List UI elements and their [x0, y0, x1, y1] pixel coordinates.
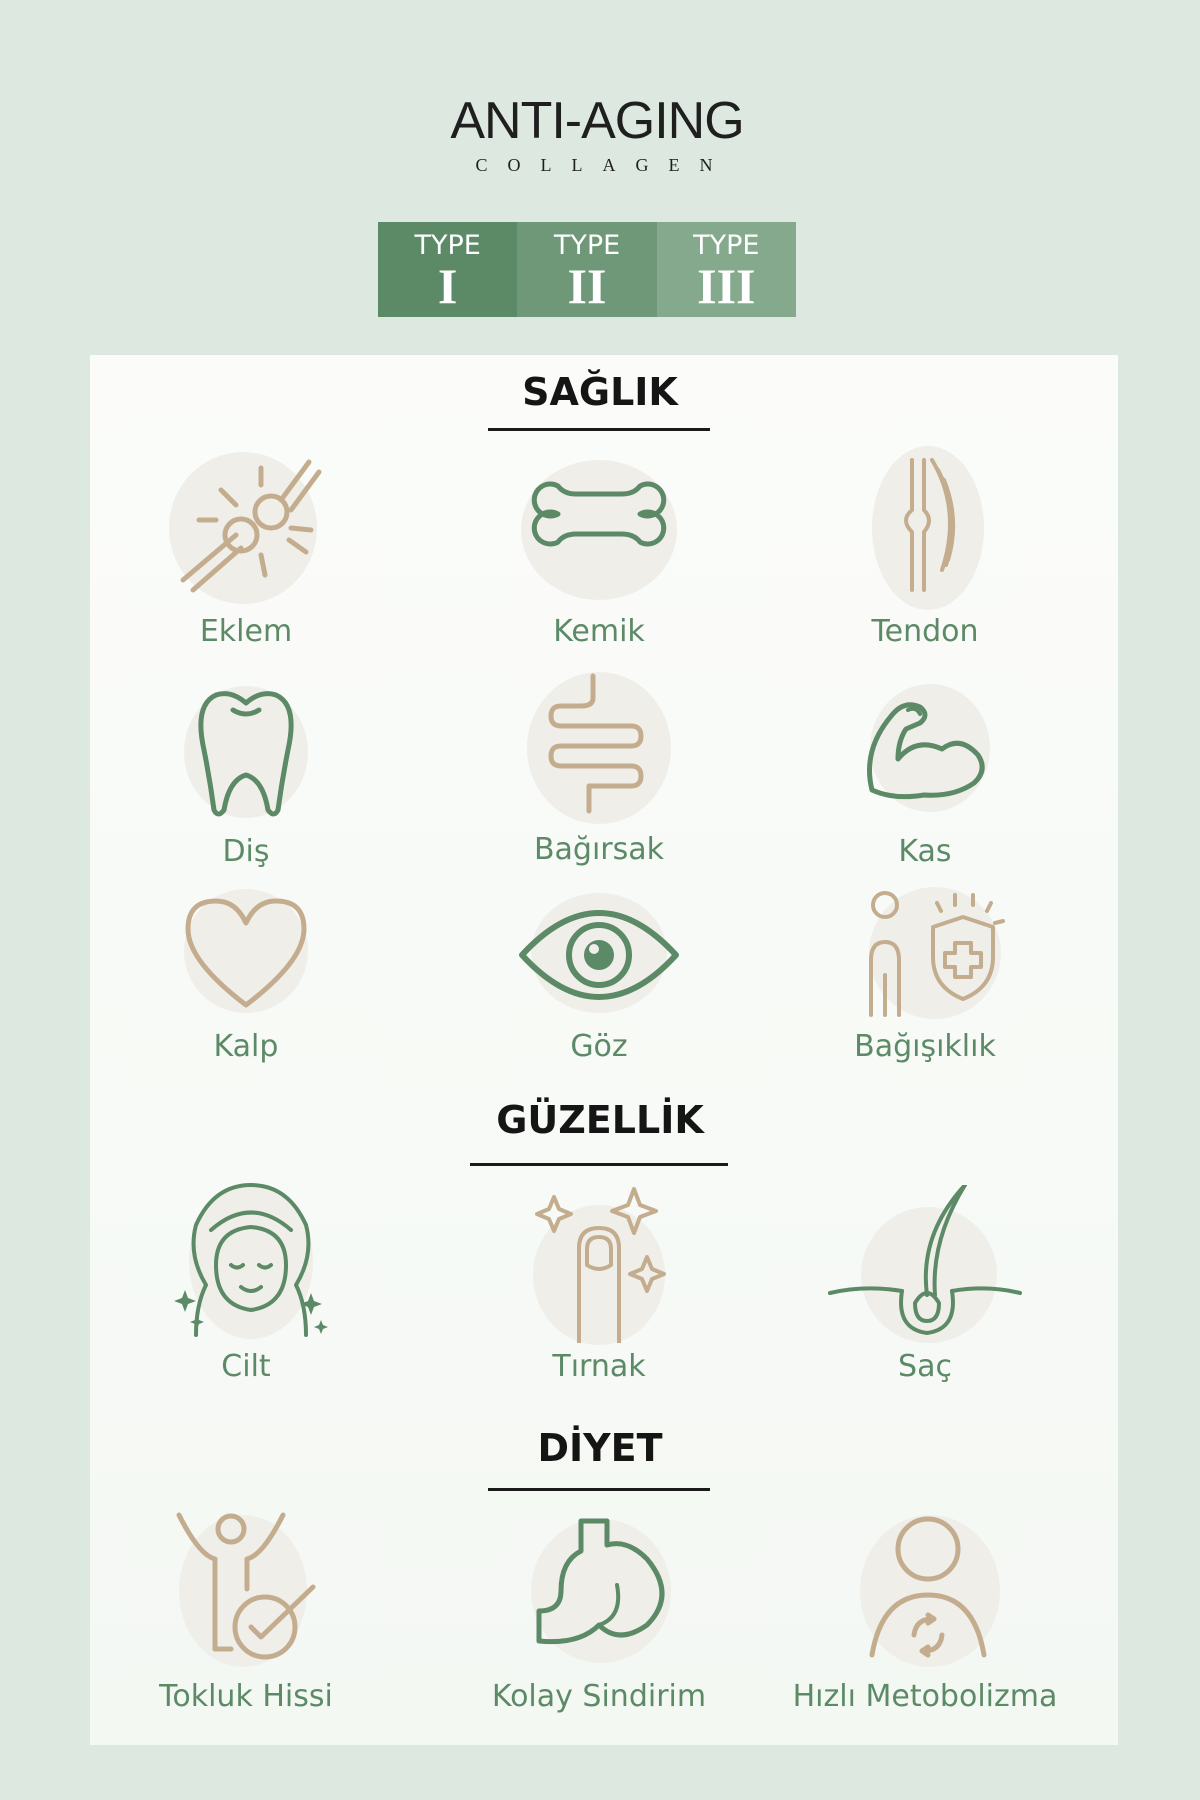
type-3-badge [657, 222, 796, 317]
benefit-kalp [96, 885, 396, 1064]
benefit-label: Tırnak [552, 1349, 646, 1384]
heart-icon [171, 885, 321, 1025]
benefit-label: Bağırsak [533, 832, 665, 867]
person-check-icon [161, 1505, 331, 1675]
benefit-bagirsak [449, 668, 749, 867]
benefit-bagisiklik [775, 885, 1075, 1064]
benefit-label: Cilt [221, 1349, 271, 1384]
benefit-label: Kolay Sindirim [491, 1679, 707, 1714]
section-underline [470, 1163, 728, 1166]
tooth-icon [171, 680, 321, 830]
benefit-tirnak [449, 1185, 749, 1384]
section-title-health: SAĞLIK [522, 370, 678, 414]
benefit-label: Tendon [871, 614, 979, 649]
bone-icon [514, 440, 684, 610]
benefit-kolay-sindirim [449, 1515, 749, 1714]
benefit-cilt [96, 1175, 396, 1384]
immunity-shield-icon [845, 885, 1005, 1025]
section-title-diet: DİYET [537, 1426, 663, 1470]
muscle-arm-icon [850, 680, 1000, 830]
section-underline [488, 428, 710, 431]
benefit-label: Eklem [199, 614, 293, 649]
section-title-beauty: GÜZELLİK [496, 1098, 704, 1142]
type-label: TYPE [553, 230, 621, 261]
person-cycle-icon [840, 1505, 1010, 1675]
benefit-label: Saç [898, 1349, 952, 1384]
benefit-label: Kas [898, 834, 952, 869]
brand-title: ANTI-AGING [450, 92, 744, 150]
type-label: TYPE [693, 230, 760, 261]
brand-header [0, 92, 1200, 176]
benefit-label: Diş [222, 834, 270, 869]
type-label: TYPE [414, 230, 481, 261]
benefit-kemik [449, 440, 749, 649]
benefit-dis [96, 680, 396, 869]
benefit-tendon [775, 440, 1075, 649]
benefit-label: Kemik [553, 614, 645, 649]
benefit-kas [775, 680, 1075, 869]
benefit-label: Hızlı Metobolizma [792, 1679, 1058, 1714]
type-numeral: III [697, 258, 756, 314]
benefit-label: Bağışıklık [854, 1029, 996, 1064]
intestine-icon [519, 668, 679, 828]
type-2-badge [517, 222, 656, 317]
type-numeral: II [567, 258, 607, 314]
hair-follicle-icon [825, 1185, 1025, 1345]
joint-icon [161, 440, 331, 610]
face-skin-icon [161, 1175, 331, 1345]
benefit-eklem [96, 440, 396, 649]
benefit-label: Göz [570, 1029, 628, 1064]
section-underline [488, 1488, 710, 1491]
type-1-badge [378, 222, 517, 317]
collagen-types [378, 222, 796, 317]
tendon-icon [840, 440, 1010, 610]
eye-icon [514, 885, 684, 1025]
benefit-label: Kalp [213, 1029, 279, 1064]
benefit-goz [449, 885, 749, 1064]
brand-subtitle: COLLAGEN [475, 155, 733, 175]
stomach-icon [519, 1515, 679, 1675]
benefit-sac [775, 1185, 1075, 1384]
benefit-label: Tokluk Hissi [159, 1679, 333, 1714]
benefit-hizli-metobolizma [775, 1505, 1075, 1714]
type-numeral: I [437, 258, 458, 314]
nail-sparkle-icon [519, 1185, 679, 1345]
benefit-tokluk-hissi [96, 1505, 396, 1714]
